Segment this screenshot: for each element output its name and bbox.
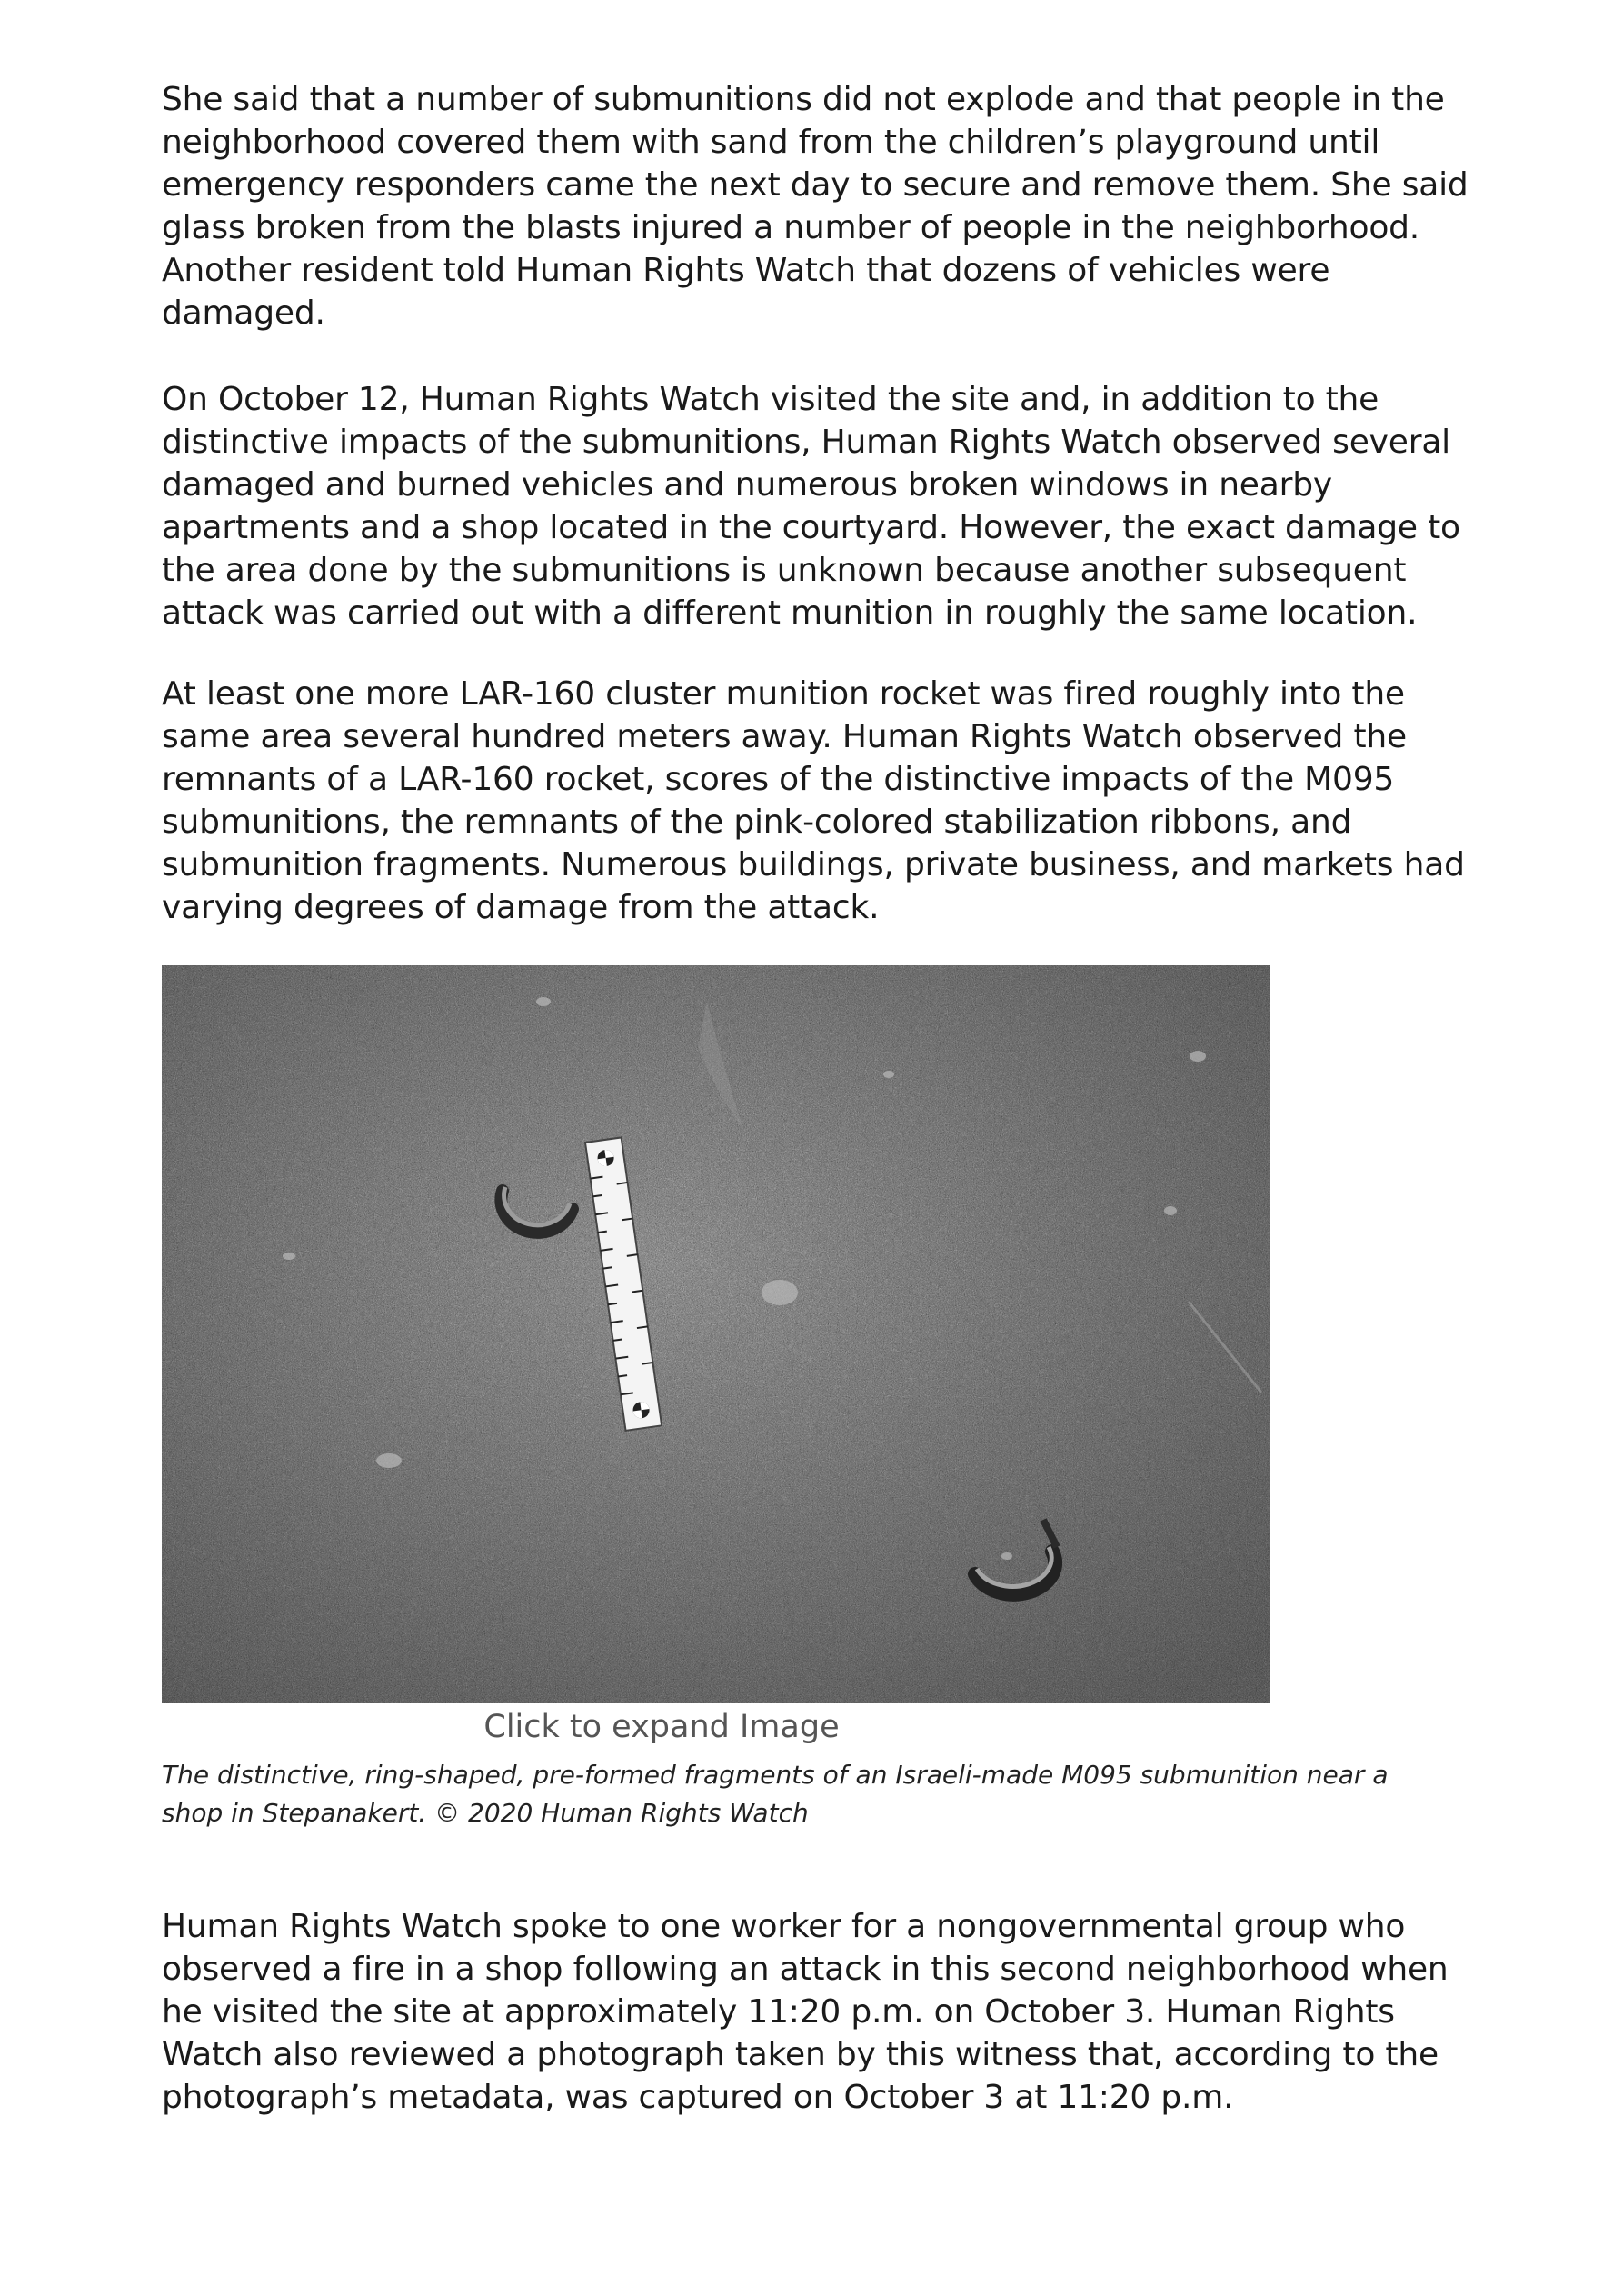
photo-submunition-fragments[interactable] <box>162 965 1270 1703</box>
expand-image-link[interactable] <box>162 1703 1489 1749</box>
paragraph-submunitions-unexploded: She said that a number of submunitions did not explode and that people in the neighborhood covered them with sand from the children’s playground until emergency responders came the next day to secure and remove them. She said glass broken from the blasts injured a number of people in the neighborhood. Another resident told Human Rights Watch that dozens of vehicles were damaged. <box>162 81 1469 332</box>
paragraph-second-rocket: At least one more LAR-160 cluster munition rocket was fired roughly into the same area several hundred meters away. Human Rights Watch observed the remnants of a LAR-160 rocket, scores of the distinctive impacts of the M095 submunitions, the remnants of the pink-colored stabilization ribbons, and submunition fragments. Numerous buildings, private business, and markets had varying degrees of damage from the attack. <box>162 675 1465 926</box>
paragraph-witness-photo: Human Rights Watch spoke to one worker for a nongovernmental group who observed a fire in a shop following an attack in this second neighborhood when he visited the site at approximately 11:20 p.m. on October 3. Human Rights Watch also reviewed a photograph taken by this witness that, according to the photograph’s metadata, was captured on October 3 at 11:20 p.m. <box>162 1908 1449 2116</box>
paragraph-site-visit: On October 12, Human Rights Watch visited the site and, in addition to the distinctive impacts of the submunitions, Human Rights Watch observed several damaged and burned vehicles and numerous broken windows in nearby apartments and a shop located in the courtyard. However, the exact damage to the area done by the submunitions is unknown because another subsequent attack was carried out with a different munition in roughly the same location. <box>162 381 1460 632</box>
article-body <box>162 78 1489 2119</box>
ground-photo-image <box>162 965 1270 1703</box>
figure-caption: The distinctive, ring-shaped, pre-formed fragments of an Israeli-made M095 submunition near a shop in Stepanakert. © 2020 Human Rights Watch <box>162 1760 1389 1828</box>
expand-image-label[interactable]: Click to expand Image <box>483 1709 840 1745</box>
